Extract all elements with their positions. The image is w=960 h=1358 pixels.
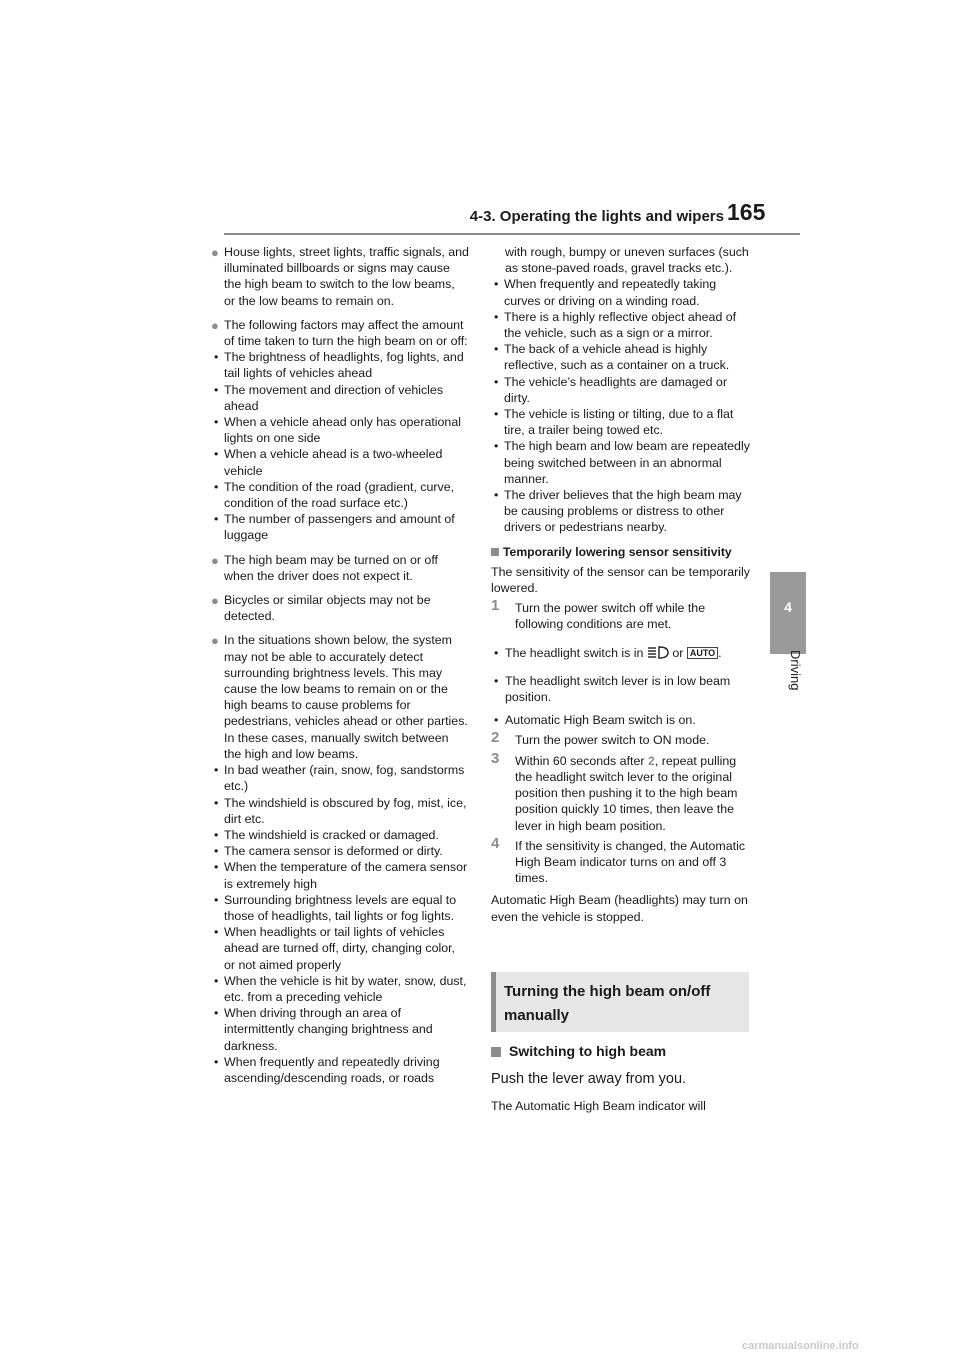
bullet-item: ● Bicycles or similar objects may not be detected. [211, 593, 431, 624]
step-number: 2 [491, 729, 500, 747]
list-item: • In bad weather (rain, snow, fog, sandstorms etc.) [214, 763, 465, 794]
step-1: 1 Turn the power switch off while the following conditions are met. [491, 597, 706, 632]
section-header-title: 4-3. Operating the lights and wipers [469, 208, 724, 225]
section-title-box [491, 972, 749, 1032]
circle-bullet-icon: ● [211, 633, 219, 649]
list-item: • The windshield is obscured by fog, mist, ice, dirt etc. [214, 795, 467, 826]
condition-item: • Automatic High Beam switch is on. [494, 713, 696, 728]
step-number: 1 [491, 597, 500, 615]
step-number: 3 [491, 749, 500, 767]
list-item: • The condition of the road (gradient, curve, condition of the road surface etc.) [214, 479, 455, 511]
list-item: • When frequently and repeatedly driving ascending/descending roads, or roads [214, 1054, 440, 1085]
bullet-item: ● House lights, street lights, traffic signals, and illuminated billboards or signs may cause the high beam to switch to the low beams, or the low beams to remain on. [211, 245, 469, 308]
watermark: carmanualsonline.info [742, 1340, 859, 1352]
push-lever-text: Push the lever away from you. [491, 1071, 687, 1087]
list-item: • Surrounding brightness levels are equal to those of headlights, tail lights or fog lights. [214, 892, 457, 923]
sensitivity-heading: Temporarily lowering sensor sensitivity [491, 544, 753, 560]
step-2: 2 Turn the power switch to ON mode. [491, 729, 710, 748]
list-item: • The back of a vehicle ahead is highly reflective, such as a container on a truck. [494, 342, 730, 373]
list-item: • When the temperature of the camera sensor is extremely high [214, 860, 468, 891]
sub-list [211, 349, 469, 543]
square-bullet-icon [491, 548, 499, 556]
step-reference: 2 [647, 753, 655, 768]
condition-item: • The headlight switch is in or AUTO . [494, 645, 722, 660]
list-item: • The brightness of headlights, fog lights, and tail lights of vehicles ahead [214, 350, 464, 381]
list-item: • When a vehicle ahead is a two-wheeled vehicle [214, 447, 443, 478]
section-title: Turning the high beam on/off manually [504, 983, 711, 1024]
list-item: • The driver believes that the high beam may be causing problems or distress to other drivers or pedestrians nearby. [494, 488, 742, 535]
switching-heading: Switching to high beam [491, 1043, 666, 1059]
chapter-tab-number: 4 [784, 599, 792, 615]
circle-bullet-icon: ● [211, 317, 219, 333]
indicator-text: The Automatic High Beam indicator will [491, 1099, 706, 1113]
list-item: • The camera sensor is deformed or dirty. [214, 844, 443, 859]
list-item: • The vehicle’s headlights are damaged or dirty. [494, 374, 727, 405]
list-item: • The number of passengers and amount of luggage [214, 512, 455, 543]
list-item: • When frequently and repeatedly taking curves or driving on a winding road. [494, 277, 717, 308]
chapter-tab-label: Driving [788, 650, 803, 691]
list-item: • The movement and direction of vehicles ahead [214, 382, 444, 413]
list-item: • When the vehicle is hit by water, snow, dust, etc. from a preceding vehicle [214, 973, 467, 1004]
sub-list [211, 762, 469, 1086]
circle-bullet-icon: ● [211, 593, 219, 609]
header-divider [224, 233, 800, 235]
list-item: • There is a highly reflective object ahead of the vehicle, such as a sign or a mirror. [494, 309, 737, 341]
sensitivity-intro: The sensitivity of the sensor can be temporarily lowered. [491, 564, 750, 596]
square-bullet-icon [491, 1047, 501, 1057]
continued-item-text: with rough, bumpy or uneven surfaces (such as stone-paved roads, gravel tracks etc.). [505, 245, 749, 276]
sub-list [491, 276, 753, 535]
headlight-icon [647, 646, 669, 659]
list-item: • When headlights or tail lights of vehicles ahead are turned off, dirty, changing color, or not aimed properly [214, 925, 455, 972]
step-number: 4 [491, 834, 500, 852]
page-number: 165 [727, 199, 766, 225]
list-item: • The windshield is cracked or damaged. [214, 827, 439, 842]
step-3: 3 Within 60 seconds after 2, repeat pulling the headlight switch lever to the original position then pushing it to the high beam position quickly 10 times, then leave the lever in high beam position. [491, 749, 738, 833]
condition-item: • The headlight switch lever is in low beam position. [494, 673, 731, 705]
right-column [491, 244, 753, 925]
list-item: • When driving through an area of intermittently changing brightness and darkness. [214, 1006, 433, 1053]
auto-icon: AUTO [687, 647, 718, 659]
bullet-item: ● The following factors may affect the amount of time taken to turn the high beam on or off: [211, 317, 468, 349]
circle-bullet-icon: ● [211, 552, 219, 568]
bullet-item: ● The high beam may be turned on or off when the driver does not expect it. [211, 552, 438, 583]
left-column [211, 244, 469, 1086]
list-item: • The vehicle is listing or tilting, due to a flat tire, a trailer being towed etc. [494, 407, 734, 438]
step-4: 4 If the sensitivity is changed, the Automatic High Beam indicator turns on and off 3 times. [491, 834, 746, 886]
list-item: • When a vehicle ahead only has operational lights on one side [214, 415, 461, 446]
circle-bullet-icon: ● [211, 245, 219, 260]
bullet-item: ● In the situations shown below, the system may not be able to accurately detect surrounding brightness levels. This may cause the low beams to remain on or the high beams to cause problems for pedestrians, vehicles ahead or other parties. In these cases, manually switch between the high and low beams. [211, 633, 468, 761]
section-title-bar [491, 972, 496, 1032]
sensitivity-note: Automatic High Beam (headlights) may turn on even the vehicle is stopped. [491, 893, 748, 924]
list-item: • The high beam and low beam are repeatedly being switched between in an abnormal manner. [494, 439, 750, 486]
